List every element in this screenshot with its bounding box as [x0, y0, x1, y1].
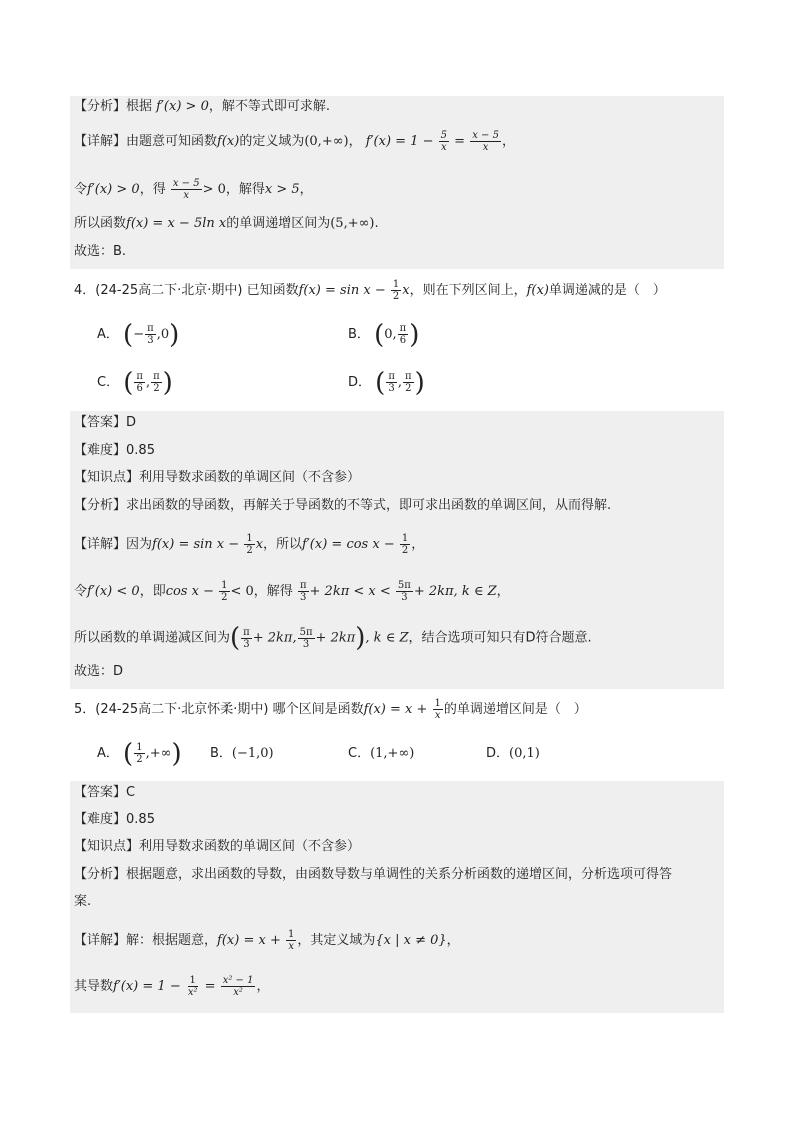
numerator: 1 — [221, 580, 228, 591]
q4-option-b — [348, 320, 419, 350]
math-expr: < 0 — [230, 584, 254, 599]
denominator: x — [440, 142, 447, 153]
left-paren: ( — [123, 738, 134, 769]
fraction — [391, 279, 401, 302]
text: . — [374, 216, 379, 231]
fraction — [386, 371, 397, 394]
numerator: π — [405, 371, 412, 382]
fraction — [186, 975, 200, 998]
knowledge-value: 利用导数求函数的单调区间（不含参） — [139, 839, 361, 854]
difficulty-tag: 【难度】 — [74, 812, 127, 827]
text: 所以函数 — [74, 216, 127, 231]
numerator: π — [136, 371, 143, 382]
math-expr: x — [255, 537, 264, 552]
fraction — [241, 627, 252, 650]
q3-detail — [74, 130, 515, 153]
denominator: 2 — [392, 291, 400, 302]
option-label: C． — [348, 746, 371, 761]
text: 的单调递增区间为 — [226, 216, 331, 231]
right-paren: ) — [162, 367, 173, 398]
math-expr: x — [402, 283, 410, 298]
math-expr: = — [454, 134, 466, 149]
denominator: 3 — [302, 638, 310, 650]
math-expr: − — [133, 327, 145, 342]
right-paren: ) — [169, 319, 180, 350]
text: ， — [496, 584, 510, 599]
numerator: 1 — [189, 975, 196, 986]
text: 的单调递增区间是（ ） — [443, 702, 587, 717]
analysis-tag: 【分析】 — [74, 99, 127, 114]
left-paren: ( — [123, 367, 134, 398]
fraction — [470, 130, 501, 153]
q5-difficulty — [74, 811, 155, 829]
text: ，解得 — [225, 182, 265, 197]
text: ，解得 — [253, 584, 293, 599]
fraction — [403, 371, 414, 394]
numerator: π — [243, 626, 250, 638]
fraction — [151, 371, 162, 394]
denominator: x — [288, 941, 294, 952]
option-label: A． — [97, 746, 119, 761]
q4-option-d — [348, 368, 425, 398]
numerator: 1 — [136, 742, 143, 753]
text: ，解不等式即可求解. — [208, 99, 330, 114]
q5-detail — [74, 929, 460, 952]
math-expr: f(x) — [217, 134, 240, 149]
q4-stem — [74, 279, 666, 302]
q5-stem — [74, 698, 587, 721]
answer-tag: 【答案】 — [74, 415, 127, 430]
q5-analysis-cont — [74, 893, 91, 911]
numerator: x − 5 — [472, 130, 499, 141]
denominator: x² — [233, 987, 243, 998]
q4-detail — [74, 533, 424, 556]
math-expr: f′(x) = cos x − — [302, 537, 395, 552]
option-label: C． — [97, 375, 120, 390]
math-expr: ,+∞ — [145, 746, 172, 761]
difficulty-value: 0.85 — [126, 812, 155, 827]
q4-inequality — [74, 580, 510, 603]
text: ， — [411, 537, 425, 552]
denominator: 6 — [399, 335, 407, 346]
numerator: 5 — [440, 130, 447, 141]
analysis-text: 求出函数的导函数，再解关于导函数的不等式，即可求出函数的单调区间，从而得解. — [126, 498, 612, 513]
text: ，得 — [139, 182, 166, 197]
difficulty-tag: 【难度】 — [74, 443, 127, 458]
math-expr: x > 5 — [264, 182, 300, 197]
option-label: B． — [210, 746, 232, 761]
math-expr: f′(x) = 1 − — [365, 134, 434, 149]
q4-option-a — [97, 320, 179, 350]
numerator: x² − 1 — [222, 975, 254, 986]
text: 故选：D — [74, 664, 124, 679]
fraction — [298, 627, 315, 650]
denominator: 6 — [136, 383, 143, 394]
fraction — [134, 371, 145, 394]
q3-analysis — [74, 98, 330, 116]
knowledge-tag: 【知识点】 — [74, 470, 140, 485]
answer-value: C — [126, 785, 136, 800]
denominator: x — [482, 142, 489, 153]
text: ，所以 — [263, 537, 303, 552]
q5-option-a — [97, 739, 182, 769]
option-value: (0,1) — [509, 746, 540, 761]
text: 的定义域为 — [239, 134, 305, 149]
math-expr: f′(x) > 0 — [156, 99, 209, 114]
math-expr: + 2kπ — [315, 630, 356, 646]
text: ，其定义域为 — [297, 933, 376, 948]
difficulty-value: 0.85 — [126, 443, 155, 458]
text: 故选：B. — [74, 244, 127, 259]
math-expr: f(x) = x + — [363, 702, 428, 717]
denominator: x² — [187, 987, 198, 998]
right-paren: ) — [171, 738, 182, 769]
left-paren: ( — [375, 367, 386, 398]
option-value: (−1,0) — [231, 746, 274, 761]
math-expr: f(x) — [526, 283, 549, 298]
q4-answer — [74, 414, 136, 432]
q3-choice — [74, 243, 126, 261]
text: ，结合选项可知只有D符合题意. — [408, 630, 592, 646]
text: 令 — [74, 584, 88, 599]
text: ，则在下列区间上， — [409, 283, 527, 298]
denominator: 2 — [246, 545, 253, 556]
numerator: 1 — [287, 929, 295, 940]
numerator: 5π — [299, 626, 313, 638]
q5-derivative — [74, 975, 269, 998]
math-expr: > 0 — [202, 182, 226, 197]
text: ， — [256, 979, 270, 994]
fraction — [433, 698, 443, 721]
q5-option-d — [486, 739, 540, 769]
math-expr: f(x) = sin x − — [298, 283, 386, 298]
math-expr: {x | x ≠ 0} — [375, 933, 447, 948]
numerator: π — [153, 371, 160, 382]
text: ， — [348, 134, 362, 149]
numerator: 1 — [434, 698, 441, 709]
q3-conclusion — [74, 215, 379, 233]
text: 所以函数的单调递减区间为 — [74, 630, 231, 646]
numerator: π — [299, 580, 307, 591]
q5-option-c — [348, 739, 414, 769]
math-expr: (5,+∞) — [330, 216, 375, 231]
fraction — [298, 580, 309, 603]
fraction — [219, 580, 229, 603]
analysis-text: 案. — [74, 894, 92, 909]
fraction — [396, 580, 413, 603]
text: 令 — [74, 182, 88, 197]
denominator: 2 — [136, 754, 143, 765]
knowledge-value: 利用导数求函数的单调区间（不含参） — [139, 470, 361, 485]
numerator: 5π — [397, 580, 411, 591]
math-expr: + 2kπ, k ∈ Z — [413, 584, 497, 599]
text: 解：根据题意， — [126, 933, 218, 948]
text: ， — [446, 933, 460, 948]
numerator: π — [388, 371, 395, 382]
math-expr: f′(x) < 0 — [87, 584, 140, 599]
math-expr: 0, — [384, 327, 397, 342]
math-expr: + 2kπ, — [252, 630, 297, 646]
math-expr: ,0 — [156, 327, 170, 342]
text: 5．(24-25高二下·北京怀柔·期中) 哪个区间是函数 — [74, 702, 364, 717]
denominator: 3 — [300, 592, 307, 603]
option-label: D． — [348, 375, 372, 390]
math-expr: , — [397, 375, 403, 390]
fraction — [398, 323, 409, 346]
q4-option-c — [97, 368, 173, 398]
numerator: π — [399, 323, 407, 334]
analysis-text: 根据题意，求出函数的导数，由函数导数与单调性的关系分析函数的递增区间，分析选项可得答 — [126, 867, 673, 882]
left-paren: ( — [123, 319, 134, 350]
text: 因为 — [126, 537, 153, 552]
math-expr: , k ∈ Z — [365, 630, 409, 646]
numerator: 1 — [401, 533, 409, 544]
detail-tag: 【详解】 — [74, 134, 127, 149]
detail-tag: 【详解】 — [74, 537, 127, 552]
q5-answer — [74, 784, 135, 802]
q4-analysis — [74, 497, 611, 515]
math-expr: f(x) = sin x − — [152, 537, 240, 552]
math-expr: f′(x) = 1 − — [113, 979, 181, 994]
text: 根据 — [126, 99, 153, 114]
q4-choice — [74, 663, 123, 681]
fraction — [400, 533, 410, 556]
fraction — [145, 323, 156, 346]
fraction — [439, 130, 449, 153]
denominator: 3 — [243, 638, 250, 650]
text: 4．(24-25高二下·北京·期中) 已知函数 — [74, 283, 299, 298]
option-label: D． — [486, 746, 510, 761]
fraction — [134, 742, 144, 765]
q4-conclusion — [74, 625, 592, 651]
left-paren: ( — [374, 319, 385, 350]
denominator: 2 — [401, 545, 409, 556]
denominator: 3 — [388, 383, 395, 394]
fraction — [286, 929, 296, 952]
denominator: 3 — [401, 592, 408, 603]
fraction — [221, 975, 256, 998]
right-paren: ) — [409, 319, 420, 350]
option-label: A． — [97, 327, 119, 342]
q5-knowledge — [74, 838, 360, 856]
numerator: 1 — [246, 533, 253, 544]
text: 其导数 — [74, 979, 114, 994]
knowledge-tag: 【知识点】 — [74, 839, 140, 854]
text: ， — [501, 134, 515, 149]
denominator: 2 — [221, 592, 228, 603]
math-expr: f(x) = x + — [217, 933, 281, 948]
numerator: π — [147, 323, 154, 334]
left-paren: ( — [230, 623, 241, 653]
q3-inequality — [74, 178, 313, 201]
denominator: x — [434, 710, 441, 721]
right-paren: ) — [414, 367, 425, 398]
numerator: 1 — [392, 279, 400, 290]
math-expr: f(x) = x − 5ln x — [126, 216, 227, 231]
fraction — [244, 533, 254, 556]
answer-value: D — [126, 415, 137, 430]
q5-option-b — [210, 739, 274, 769]
denominator: x — [183, 190, 190, 201]
option-value: (1,+∞) — [370, 746, 415, 761]
q4-difficulty — [74, 442, 155, 460]
analysis-tag: 【分析】 — [74, 498, 127, 513]
numerator: x − 5 — [172, 178, 200, 189]
text: ， — [299, 182, 313, 197]
math-expr: cos x − — [165, 584, 214, 599]
q4-knowledge — [74, 469, 360, 487]
math-expr: f′(x) > 0 — [87, 182, 140, 197]
denominator: 3 — [147, 335, 154, 346]
detail-tag: 【详解】 — [74, 933, 127, 948]
option-label: B． — [348, 327, 370, 342]
right-paren: ) — [355, 623, 366, 653]
math-expr: + 2kπ < x < — [309, 584, 391, 599]
math-expr: = — [204, 979, 216, 994]
math-expr: , — [145, 375, 151, 390]
denominator: 2 — [153, 383, 160, 394]
text: ，即 — [139, 584, 166, 599]
q5-analysis — [74, 866, 672, 884]
fraction — [171, 178, 202, 201]
analysis-tag: 【分析】 — [74, 867, 127, 882]
text: 由题意可知函数 — [126, 134, 218, 149]
math-expr: (0,+∞) — [304, 134, 349, 149]
answer-tag: 【答案】 — [74, 785, 127, 800]
denominator: 2 — [405, 383, 412, 394]
text: 单调递减的是（ ） — [548, 283, 666, 298]
